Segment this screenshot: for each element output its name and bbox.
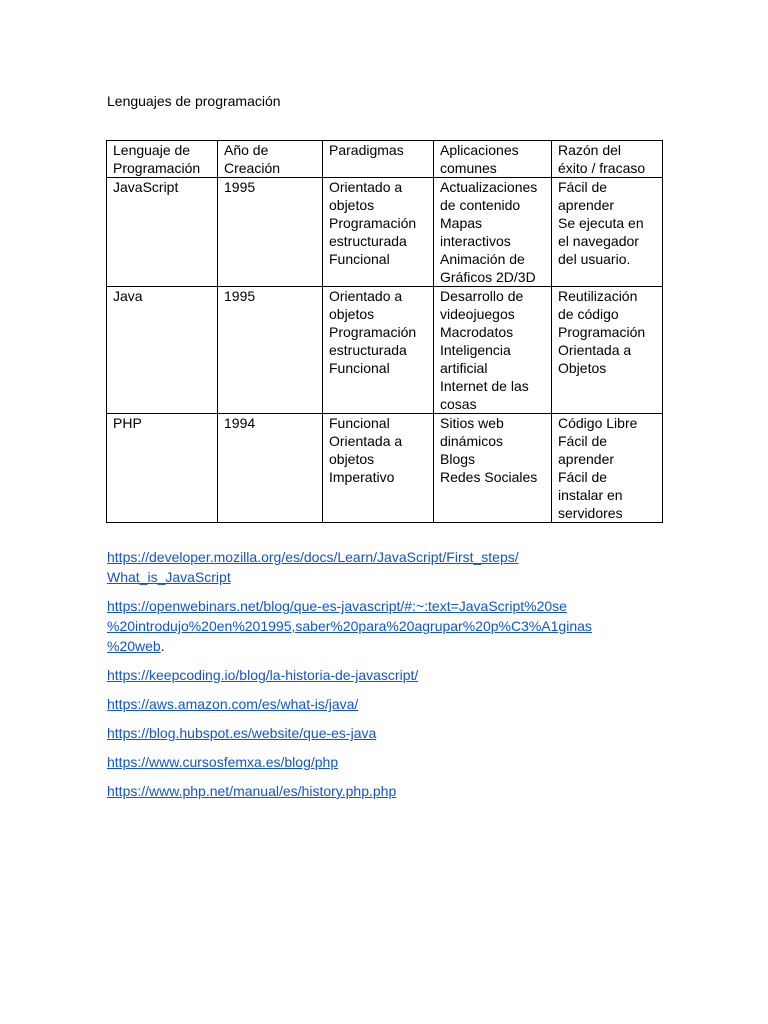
cell-language: Java bbox=[107, 287, 218, 414]
cell-year: 1995 bbox=[218, 287, 323, 414]
cell-year: 1995 bbox=[218, 178, 323, 287]
header-language: Lenguaje de Programación bbox=[107, 141, 218, 178]
cell-paradigms: Funcional Orientada a objetos Imperativo bbox=[323, 414, 434, 523]
link-hubspot[interactable]: https://blog.hubspot.es/website/que-es-java bbox=[107, 725, 377, 741]
table-row bbox=[107, 414, 663, 523]
link-aws[interactable]: https://aws.amazon.com/es/what-is/java/ bbox=[107, 696, 359, 712]
header-paradigms: Paradigmas bbox=[323, 141, 434, 178]
cell-reason: Reutilización de código Programación Orientada a Objetos bbox=[552, 287, 663, 414]
header-year: Año de Creación bbox=[218, 141, 323, 178]
header-applications: Aplicaciones comunes bbox=[434, 141, 552, 178]
cell-year: 1994 bbox=[218, 414, 323, 523]
reference-item bbox=[107, 596, 687, 656]
cell-paradigms: Orientado a objetos Programación estructurada Funcional bbox=[323, 287, 434, 414]
cell-language: JavaScript bbox=[107, 178, 218, 287]
header-reason: Razón del éxito / fracaso bbox=[552, 141, 663, 178]
reference-period: . bbox=[160, 638, 165, 654]
languages-table bbox=[106, 140, 663, 523]
link-cursosfemxa[interactable]: https://www.cursosfemxa.es/blog/php bbox=[107, 754, 339, 770]
cell-applications: Actualizaciones de contenido Mapas interactivos Animación de Gráficos 2D/3D bbox=[434, 178, 552, 287]
table-row bbox=[107, 178, 663, 287]
references-list bbox=[107, 547, 687, 810]
cell-applications: Desarrollo de videojuegos Macrodatos Inteligencia artificial Internet de las cosas bbox=[434, 287, 552, 414]
cell-reason: Fácil de aprender Se ejecuta en el navegador del usuario. bbox=[552, 178, 663, 287]
link-openwebinars[interactable]: https://openwebinars.net/blog/que-es-javascript/#:~:text=JavaScript%20se %20introdujo%20en%201995,saber%20para%20agrupar%20p%C3%A1ginas %20web bbox=[107, 598, 592, 654]
cell-paradigms: Orientado a objetos Programación estructurada Funcional bbox=[323, 178, 434, 287]
link-mozilla[interactable]: https://developer.mozilla.org/es/docs/Learn/JavaScript/First_steps/ What_is_JavaScript bbox=[107, 549, 519, 585]
cell-applications: Sitios web dinámicos Blogs Redes Sociales bbox=[434, 414, 552, 523]
page-title: Lenguajes de programación bbox=[107, 93, 281, 109]
link-keepcoding[interactable]: https://keepcoding.io/blog/la-historia-de-javascript/ bbox=[107, 667, 419, 683]
cell-language: PHP bbox=[107, 414, 218, 523]
table-header-row bbox=[107, 141, 663, 178]
cell-reason: Código Libre Fácil de aprender Fácil de instalar en servidores bbox=[552, 414, 663, 523]
link-php-net[interactable]: https://www.php.net/manual/es/history.php.php bbox=[107, 783, 397, 799]
table-row bbox=[107, 287, 663, 414]
